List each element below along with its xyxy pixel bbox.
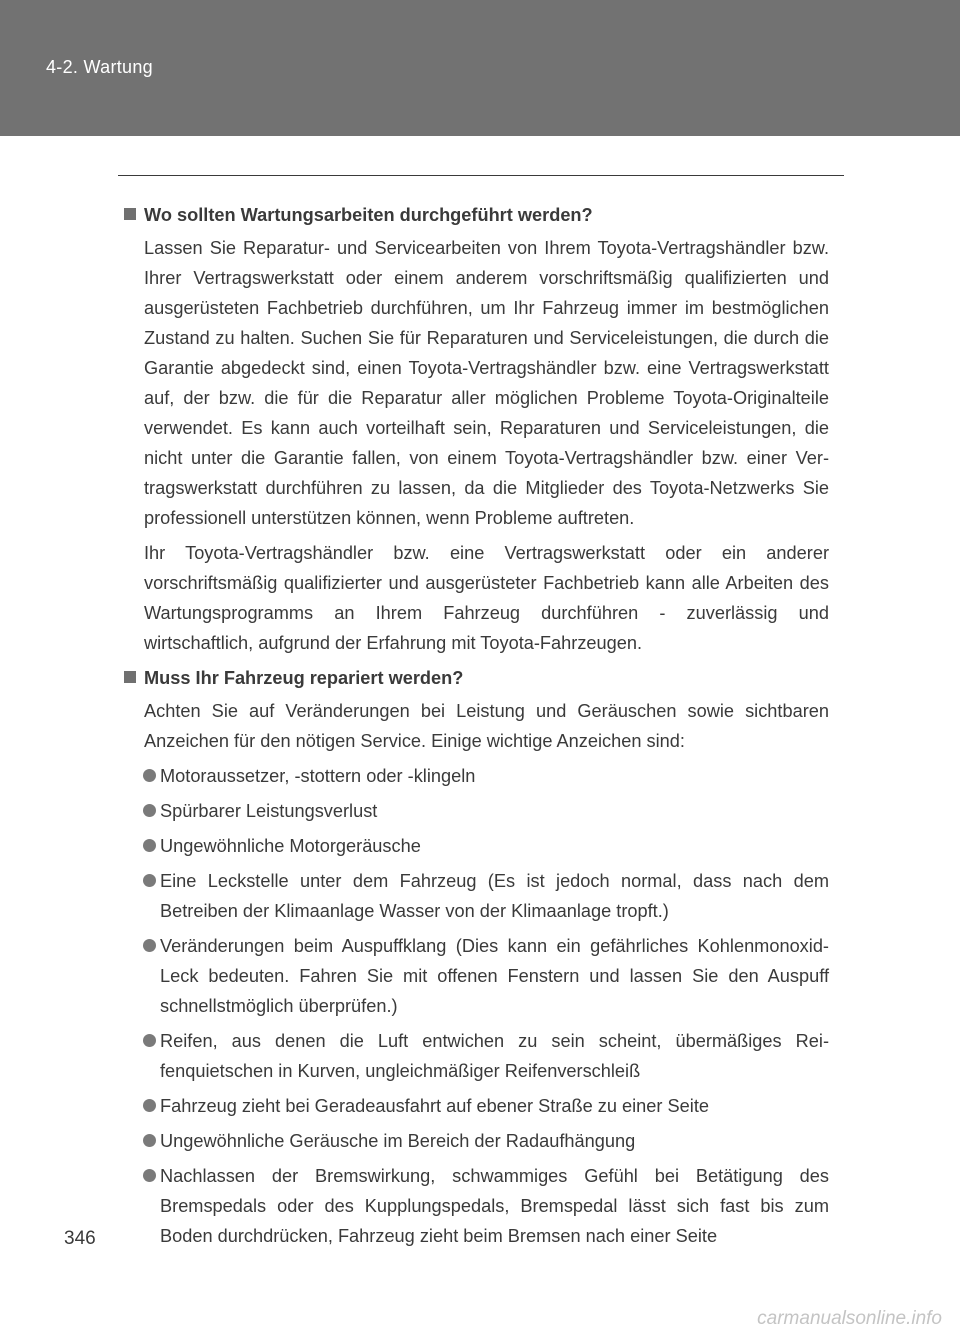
circle-bullet-icon (143, 1034, 156, 1047)
list-item (124, 1091, 829, 1121)
list-item (124, 1026, 829, 1086)
list-item (124, 761, 829, 791)
square-bullet-icon (124, 671, 136, 683)
square-bullet-icon (124, 208, 136, 220)
paragraph: Achten Sie auf Veränderungen bei Leistung und Geräuschen sowie sichtbaren Anzeichen für den nötigen Service. Einige wichtige Anzeichen sind: (144, 701, 829, 751)
paragraph: Lassen Sie Reparatur- und Servicearbeiten von Ihrem Toyota-Vertragshändler bzw. Ihrer Vertragswerkstatt oder einem anderem vorschriftsmäßig qualifizierten und ausgerüsteten Fachbetrieb durchführen, um Ihr Fahrzeug immer im bestmöglichen Zustand zu halten. Suchen Sie für Reparaturen und Serviceleistungen, die durch die Garantie abgedeckt sind, einen Toyota-Vertragshändler bzw. eine Vertragswerkstatt auf, der bzw. die für die Reparatur aller möglichen Probleme Toyota-Originalteile verwendet. Es kann auch vorteilhaft sein, Reparaturen und Serviceleistungen, die nicht unter die Garantie fallen, von einem Toyota-Vertragshändler bzw. einer Vertragswerkstatt durchführen zu lassen, da die Mitglieder des Toyota-Netzwerks Sie professionell unterstützen können, wenn Probleme auftreten. (144, 238, 829, 528)
circle-bullet-icon (143, 1169, 156, 1182)
list-item-text: Ungewöhnliche Motorgeräusche (160, 836, 421, 856)
circle-bullet-icon (143, 1134, 156, 1147)
list-item (124, 1126, 829, 1156)
list-item-text: Reifen, aus denen die Luft entwichen zu sein scheint, übermäßiges Reifenquietschen in Kurven, ungleichmäßiger Reifenverschleiß (160, 1031, 829, 1081)
list-item-text: Motoraussetzer, -stottern oder -klingeln (160, 766, 476, 786)
header-divider (118, 175, 844, 176)
circle-bullet-icon (143, 839, 156, 852)
list-item-text: Ungewöhnliche Geräusche im Bereich der Radaufhängung (160, 1131, 636, 1151)
list-item-text: Spürbarer Leistungsverlust (160, 801, 378, 821)
page-number: 346 (64, 1228, 96, 1249)
watermark: carmanualsonline.info (757, 1308, 942, 1329)
page-content (124, 200, 829, 1256)
list-item (124, 831, 829, 861)
section-title: 4-2. Wartung (46, 57, 153, 77)
paragraph: Ihr Toyota-Vertragshändler bzw. eine Vertragswerkstatt oder ein anderer vorschriftsmäßig qualifizierter und ausgerüsteter Fachbetrieb kann alle Arbeiten des Wartungsprogramms an Ihrem Fahrzeug durchführen - zuverlässig und wirtschaftlich, aufgrund der Erfahrung mit Toyota-Fahrzeugen. (144, 543, 829, 653)
list-item (124, 1161, 829, 1251)
circle-bullet-icon (143, 874, 156, 887)
list-item (124, 796, 829, 826)
section-heading (124, 663, 829, 693)
section-heading-text: Muss Ihr Fahrzeug repariert werden? (144, 668, 464, 688)
list-item (124, 931, 829, 1021)
section-heading-text: Wo sollten Wartungsarbeiten durchgeführt werden? (144, 205, 593, 225)
circle-bullet-icon (143, 769, 156, 782)
list-item-text: Nachlassen der Bremswirkung, schwammiges Gefühl bei Betätigung des Bremspedals oder des Kupplungspedals, Bremspedal lässt sich fast bis zum Boden durchdrücken, Fahrzeug zieht beim Bremsen nach einer Seite (160, 1166, 829, 1246)
circle-bullet-icon (143, 1099, 156, 1112)
circle-bullet-icon (143, 939, 156, 952)
section-heading (124, 200, 829, 230)
list-item-text: Fahrzeug zieht bei Geradeausfahrt auf ebener Straße zu einer Seite (160, 1096, 709, 1116)
list-item-text: Veränderungen beim Auspuffklang (Dies kann ein gefährliches Kohlenmonoxid-Leck bedeuten. Fahren Sie mit offenen Fenstern und lassen Sie den Auspuff schnellstmöglich überprüfen.) (160, 936, 829, 1016)
page-header (0, 0, 960, 136)
list-item (124, 866, 829, 926)
list-item-text: Eine Leckstelle unter dem Fahrzeug (Es ist jedoch normal, dass nach dem Betreiben der Klimaanlage Wasser von der Klimaanlage tropft.) (160, 871, 829, 921)
circle-bullet-icon (143, 804, 156, 817)
